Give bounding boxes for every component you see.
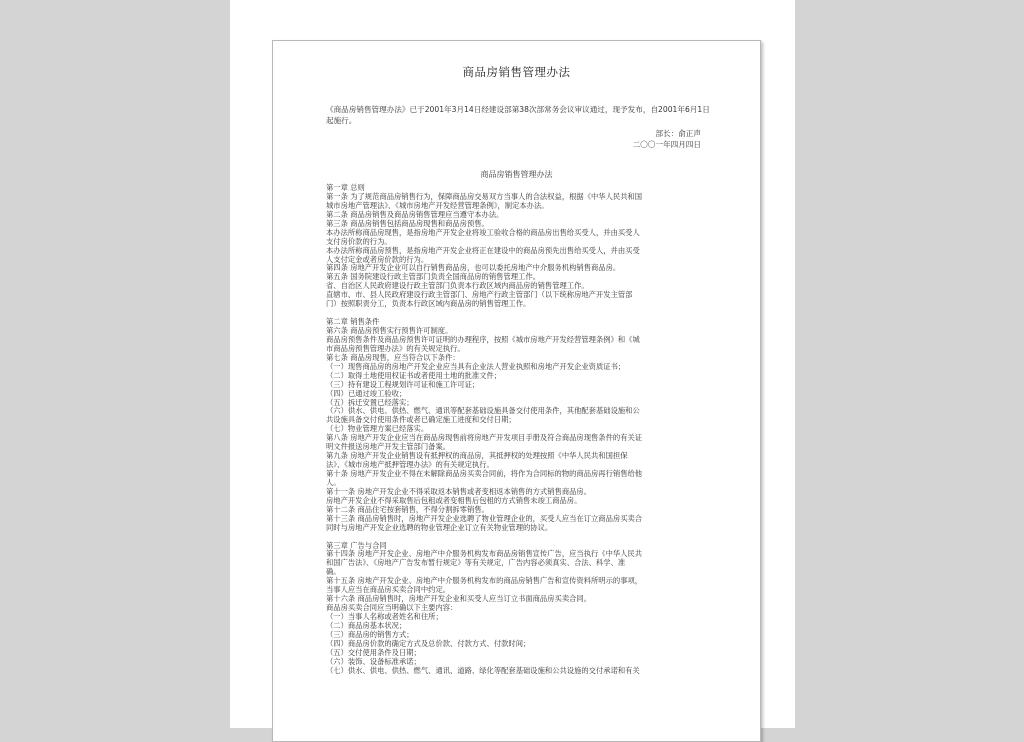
text-line: 第六条 商品房预售实行预售许可制度。 xyxy=(326,326,453,335)
text-line: （六）供水、供电、供热、燃气、通讯等配套基础设施具备交付使用条件，其他配套基础设施和公 xyxy=(326,406,640,416)
text-line: 第一章 总则 xyxy=(326,183,365,192)
text-line: 本办法所称商品房现售，是指房地产开发企业将竣工验收合格的商品房出售给买受人，并由买受人 xyxy=(326,227,640,237)
text-line: 第十一条 房地产开发企业不得采取返本销售或者变相返本销售的方式销售商品房。 xyxy=(326,486,592,496)
text-line: （五）交付使用条件及日期； xyxy=(326,647,421,657)
text-line: 直辖市、市、县人民政府建设行政主管部门、房地产行政主管部门（以下统称房地产开发主管部 xyxy=(326,290,633,300)
text-line: 房地产开发企业不得采取售后包租或者变相售后包租的方式销售未竣工商品房。 xyxy=(326,495,582,505)
paragraph-gap xyxy=(326,309,708,318)
signature-block xyxy=(633,129,701,150)
text-line: 第一条 为了规范商品房销售行为，保障商品房交易双方当事人的合法权益，根据《中华人民共和国 xyxy=(326,191,643,201)
text-line: （四）已通过竣工验收； xyxy=(326,388,407,398)
text-line: （六）装饰、设备标准承诺； xyxy=(326,656,421,666)
text-line: 人。 xyxy=(326,477,341,487)
text-line: 支付房价款的行为。 xyxy=(326,236,392,246)
text-line: （七）物业管理方案已经落实。 xyxy=(326,424,429,434)
text-line: 第五条 国务院建设行政主管部门负责全国商品房的销售管理工作。 xyxy=(326,272,540,282)
text-line: 第二条 商品房销售及商品房销售管理应当遵守本办法。 xyxy=(326,209,504,219)
text-line: 法》、《城市房地产抵押管理办法》的有关规定执行。 xyxy=(326,460,494,470)
text-line: 第十条 房地产开发企业不得在未解除商品房买卖合同前，将作为合同标的物的商品房再行销售给他 xyxy=(326,469,643,478)
text-line: （五）拆迁安置已经落实； xyxy=(326,397,414,407)
text-line: 市商品房预售管理办法》的有关规定执行。 xyxy=(326,343,465,353)
text-line: （一）当事人名称或者姓名和住所； xyxy=(326,612,443,621)
text-line: （三）持有建设工程规划许可证和施工许可证； xyxy=(326,379,480,389)
text-line: 第三条 商品房销售包括商品房现售和商品房预售。 xyxy=(326,218,489,228)
text-line: （七）供水、供电、供热、燃气、通讯、道路、绿化等配套基础设施和公共设施的交付承诺和有关 xyxy=(326,665,640,675)
text-line: 第八条 房地产开发企业应当在商品房现售前将房地产开发项目手册及符合商品房现售条件的有关证 xyxy=(326,433,643,443)
text-line: 本办法所称商品房预售，是指房地产开发企业将正在建设中的商品房预先出售给买受人，并由买受 xyxy=(326,245,640,255)
text-line: 第十六条 商品房销售时，房地产开发企业和买受人应当订立书面商品房买卖合同。 xyxy=(326,594,592,604)
text-line: 同时与房地产开发企业选聘的物业管理企业订立有关物业管理的协议。 xyxy=(326,522,553,532)
text-line: 城市房地产管理法》、《城市房地产开发经营管理条例》，制定本办法。 xyxy=(326,200,549,210)
document-title: 商品房销售管理办法 xyxy=(462,65,571,79)
text-line: （四）商品房价款的确定方式及总价款、付款方式、付款时间； xyxy=(326,638,531,648)
text-line: 第二章 销售条件 xyxy=(326,317,380,327)
text-line: 第四条 房地产开发企业可以自行销售商品房，也可以委托房地产中介服务机构销售商品房。 xyxy=(326,263,621,273)
text-line: 当事人应当在商品房买卖合同中约定。 xyxy=(326,585,451,595)
text-line: （二）取得土地使用权证书或者使用土地的批准文件； xyxy=(326,370,502,380)
text-line: 第十四条 房地产开发企业、房地产中介服务机构发布商品房销售宣传广告，应当执行《中华人民共 xyxy=(326,549,643,559)
text-line: 第七条 商品房现售，应当符合以下条件： xyxy=(326,352,460,362)
text-line: 人支付定金或者房价款的行为。 xyxy=(326,254,429,264)
text-line: 第九条 房地产开发企业销售设有抵押权的商品房，其抵押权的处理按照《中华人民共和国担保 xyxy=(326,451,628,461)
text-line: 确。 xyxy=(326,567,341,577)
body-text xyxy=(326,184,708,676)
text-line: （二）商品房基本状况； xyxy=(326,620,407,630)
text-line: 第十二条 商品住宅按套销售，不得分割拆零销售。 xyxy=(326,504,489,514)
intro-paragraph: 《商品房销售管理办法》已于2001年3月14日经建设部第38次部常务会议审议通过，现予发布，自2001年6月1日起施行。 xyxy=(326,105,710,125)
signature-name: 部长：俞正声 xyxy=(655,129,701,138)
text-line: （一）现售商品房的房地产开发企业应当具有企业法人营业执照和房地产开发企业资质证书； xyxy=(326,361,626,371)
text-line: 省、自治区人民政府建设行政主管部门负责本行政区域内商品房的销售管理工作。 xyxy=(326,281,589,291)
text-line: 商品房买卖合同应当明确以下主要内容： xyxy=(326,603,458,613)
text-line: 第十五条 房地产开发企业、房地产中介服务机构发布的商品房销售广告和宣传资料所明示的事项， xyxy=(326,576,643,586)
text-line: 和国广告法》、《房地产广告发布暂行规定》等有关规定，广告内容必须真实、合法、科学、准 xyxy=(326,558,626,568)
inner-title: 商品房销售管理办法 xyxy=(480,170,553,179)
text-line: 商品房预售条件及商品房预售许可证明的办理程序，按照《城市房地产开发经营管理条例》和《城 xyxy=(326,334,640,344)
text-line: （三）商品房的销售方式； xyxy=(326,629,414,639)
text-line: 共设施具备交付使用条件或者已确定施工进度和交付日期； xyxy=(326,415,516,425)
text-line: 第十三条 商品房销售时，房地产开发企业选聘了物业管理企业的，买受人应当在订立商品房买卖合 xyxy=(326,513,643,523)
text-line: 门）按照职责分工，负责本行政区域内商品房的销售管理工作。 xyxy=(326,299,531,309)
signature-date: 二〇〇一年四月四日 xyxy=(632,139,701,149)
text-line: 明文件报送房地产开发主管部门备案。 xyxy=(326,442,451,452)
text-line: 第三章 广告与合同 xyxy=(326,540,387,550)
document-page xyxy=(272,40,761,742)
